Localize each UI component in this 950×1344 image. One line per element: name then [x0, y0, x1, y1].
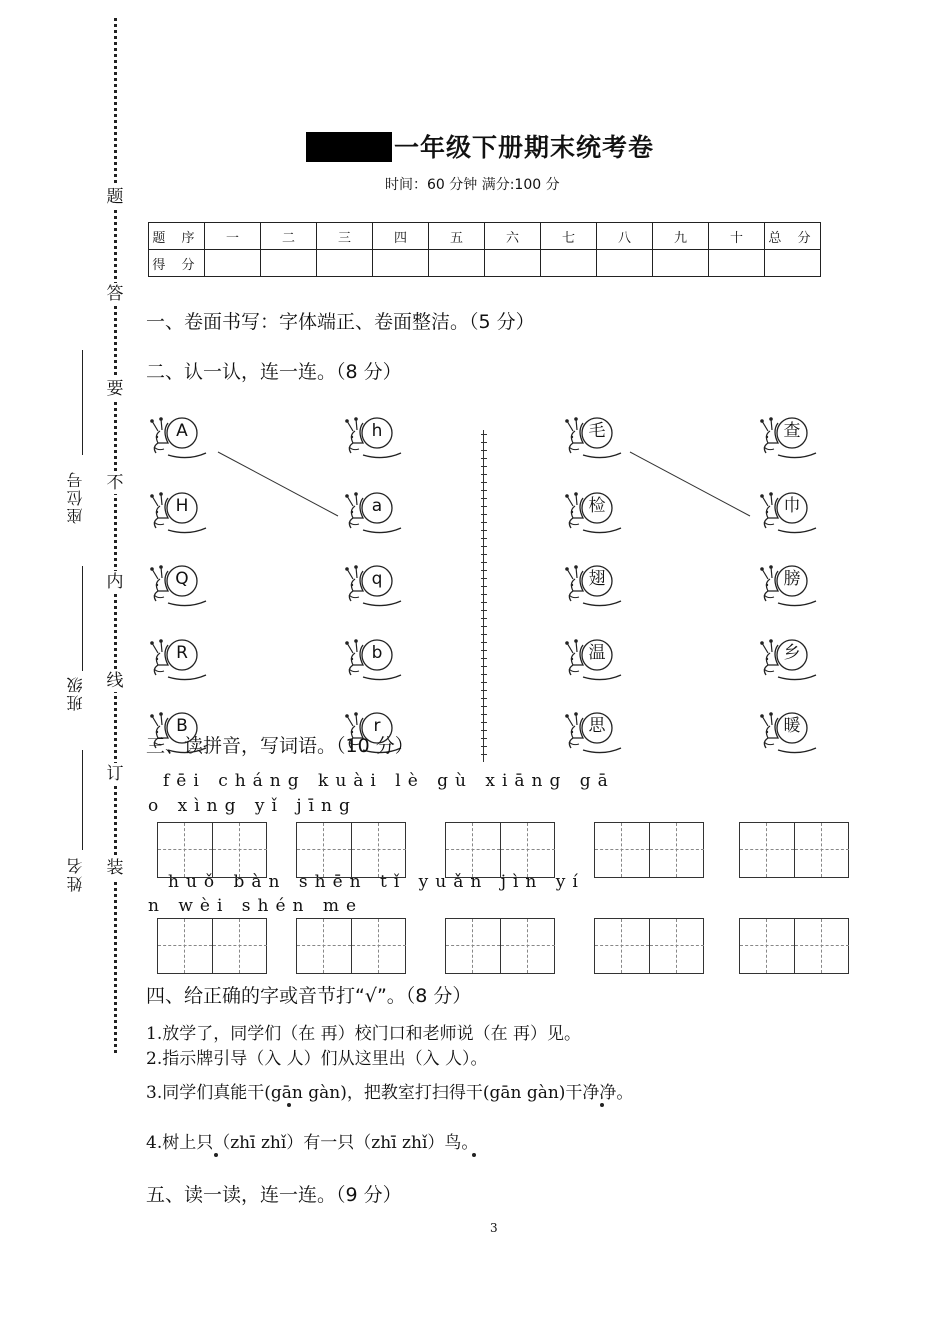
divider-tick — [481, 754, 487, 755]
divider-tick — [481, 746, 487, 747]
divider-tick — [481, 522, 487, 523]
snail-label: 毛 — [588, 421, 606, 441]
divider-tick — [481, 722, 487, 723]
writing-grid-cell — [794, 823, 849, 877]
snail-label: R — [176, 643, 188, 663]
snail-label: a — [371, 496, 383, 516]
writing-grid-box[interactable] — [445, 918, 555, 974]
section-3-heading: 三、读拼音，写词语。（10 分） — [146, 735, 414, 757]
seat-label: 座位号 — [66, 470, 85, 524]
divider-tick — [481, 666, 487, 667]
q4-item-1: 1.放学了，同学们（在 再）校门口和老师说（在 再）见。 — [146, 1024, 582, 1044]
divider-tick — [481, 706, 487, 707]
divider-tick — [481, 594, 487, 595]
divider-tick — [481, 514, 487, 515]
writing-grid-box[interactable] — [739, 822, 849, 878]
writing-grid-box[interactable] — [157, 822, 267, 878]
divider-tick — [481, 554, 487, 555]
margin-char-1: 题 — [104, 186, 126, 208]
writing-grid-cell — [297, 919, 351, 973]
margin-char-4: 不 — [104, 472, 126, 494]
score-cell-6: 六 — [485, 223, 541, 250]
writing-grid-box[interactable] — [594, 822, 704, 878]
divider-tick — [481, 466, 487, 467]
score-cell-8: 八 — [597, 223, 653, 250]
snail-label: 巾 — [783, 496, 801, 516]
divider-tick — [481, 650, 487, 651]
divider-tick — [481, 458, 487, 459]
margin-char-3: 要 — [104, 378, 126, 400]
divider-tick — [481, 482, 487, 483]
divider-tick — [481, 442, 487, 443]
page-subtitle: 时间：60 分钟 满分:100 分 — [385, 177, 560, 193]
writing-grid-cell — [740, 823, 794, 877]
divider-tick — [481, 450, 487, 451]
divider-tick — [481, 634, 487, 635]
writing-grid-cell — [158, 823, 212, 877]
section-5-heading: 五、读一读，连一连。（9 分） — [146, 1184, 402, 1206]
emphasis-dot — [287, 1103, 291, 1107]
divider-tick — [481, 690, 487, 691]
divider-tick — [481, 658, 487, 659]
emphasis-dot — [472, 1153, 476, 1157]
writing-grid-cell — [740, 919, 794, 973]
writing-grid-box[interactable] — [739, 918, 849, 974]
pinyin-line-4: n wèi shén me — [148, 896, 364, 916]
divider-tick — [481, 546, 487, 547]
section-4-heading: 四、给正确的字或音节打“√”。（8 分） — [146, 985, 472, 1007]
writing-grid-cell — [297, 823, 351, 877]
snail-label: H — [175, 496, 189, 516]
margin-char-6: 线 — [104, 670, 126, 692]
divider-tick — [481, 618, 487, 619]
score-cell-10: 十 — [709, 223, 765, 250]
q4-item-3: 3.同学们真能干(gān gàn)，把教室打扫得干(gān gàn)干净净。 — [146, 1083, 634, 1103]
score-cell-4: 四 — [373, 223, 429, 250]
score-cell-5: 五 — [429, 223, 485, 250]
divider-tick — [481, 506, 487, 507]
divider-tick — [481, 626, 487, 627]
snail-label: h — [371, 421, 383, 441]
snail-label: 翅 — [588, 569, 606, 589]
snail-label: b — [371, 643, 383, 663]
pinyin-line-3: huǒ bàn shēn tǐ yuǎn jìn yí — [168, 872, 585, 892]
divider-tick — [481, 610, 487, 611]
writing-grid-cell — [351, 919, 406, 973]
snail-label: 检 — [588, 496, 606, 516]
writing-grid-cell — [212, 919, 267, 973]
name-label: 姓名 — [66, 856, 85, 892]
score-cell-label: 题 序 — [149, 223, 205, 250]
snail-label: A — [176, 421, 188, 441]
divider-tick — [481, 602, 487, 603]
writing-grid-cell — [500, 823, 555, 877]
snail-label: 查 — [783, 421, 801, 441]
score-cell-total: 总 分 — [765, 223, 821, 250]
writing-grid-box[interactable] — [296, 918, 406, 974]
divider-tick — [481, 498, 487, 499]
snail-label: 温 — [588, 643, 606, 663]
divider-tick — [481, 578, 487, 579]
title-text: 一年级下册期末统考卷 — [394, 133, 655, 162]
divider-tick — [481, 570, 487, 571]
writing-grid-cell — [500, 919, 555, 973]
example-line-chars — [630, 452, 750, 516]
snail-label: 乡 — [783, 643, 801, 663]
column-divider — [483, 430, 490, 762]
margin-char-7: 订 — [104, 763, 126, 785]
divider-tick — [481, 714, 487, 715]
writing-grid-cell — [351, 823, 406, 877]
writing-grid-cell — [595, 919, 649, 973]
q4-item-2: 2.指示牌引导（入 人）们从这里出（入 人）。 — [146, 1049, 488, 1069]
emphasis-dot — [214, 1153, 218, 1157]
divider-tick — [481, 642, 487, 643]
writing-grid-cell — [158, 919, 212, 973]
score-cell-9: 九 — [653, 223, 709, 250]
writing-grid-cell — [446, 919, 500, 973]
snail-label: q — [371, 569, 383, 589]
margin-char-2: 答 — [104, 283, 126, 305]
snail-label: 膀 — [783, 569, 801, 589]
snail-label: 暖 — [783, 716, 801, 736]
snail-label: r — [373, 716, 381, 736]
divider-tick — [481, 682, 487, 683]
score-cell-7: 七 — [541, 223, 597, 250]
divider-tick — [481, 562, 487, 563]
writing-grid-cell — [649, 919, 704, 973]
writing-grid-box[interactable] — [594, 918, 704, 974]
writing-grid-cell — [649, 823, 704, 877]
divider-tick — [481, 730, 487, 731]
margin-char-5: 内 — [104, 571, 126, 593]
divider-tick — [481, 474, 487, 475]
snail-label: B — [176, 716, 188, 736]
score-cell-3: 三 — [317, 223, 373, 250]
emphasis-dot — [600, 1103, 604, 1107]
divider-tick — [481, 538, 487, 539]
q4-item-4: 4.树上只（zhī zhǐ）有一只（zhī zhǐ）鸟。 — [146, 1133, 479, 1153]
class-label: 班级 — [66, 675, 85, 711]
pinyin-line-1: fēi cháng kuài lè gù xiāng gā — [163, 771, 615, 791]
score-row-label: 得 分 — [149, 250, 205, 277]
divider-tick — [481, 674, 487, 675]
writing-grid-box[interactable] — [445, 822, 555, 878]
writing-grid-box[interactable] — [157, 918, 267, 974]
page-number: 3 — [490, 1221, 498, 1235]
pinyin-line-2: o xìng yǐ jīng — [148, 796, 357, 816]
writing-grid-box[interactable] — [296, 822, 406, 878]
writing-grid-cell — [212, 823, 267, 877]
writing-grid-cell — [794, 919, 849, 973]
divider-tick — [481, 490, 487, 491]
snail-label: Q — [175, 569, 189, 589]
divider-tick — [481, 738, 487, 739]
margin-char-8: 装 — [104, 857, 126, 879]
divider-tick — [481, 698, 487, 699]
divider-tick — [481, 586, 487, 587]
score-cell-1: 一 — [205, 223, 261, 250]
score-cell-2: 二 — [261, 223, 317, 250]
example-line-letters — [218, 452, 338, 516]
divider-tick — [481, 434, 487, 435]
section-1-heading: 一、卷面书写：字体端正、卷面整洁。（5 分） — [146, 311, 535, 333]
section-2-heading: 二、认一认，连一连。（8 分） — [146, 361, 402, 383]
snail-label: 思 — [588, 716, 606, 736]
writing-grid-cell — [446, 823, 500, 877]
divider-tick — [481, 530, 487, 531]
writing-grid-cell — [595, 823, 649, 877]
